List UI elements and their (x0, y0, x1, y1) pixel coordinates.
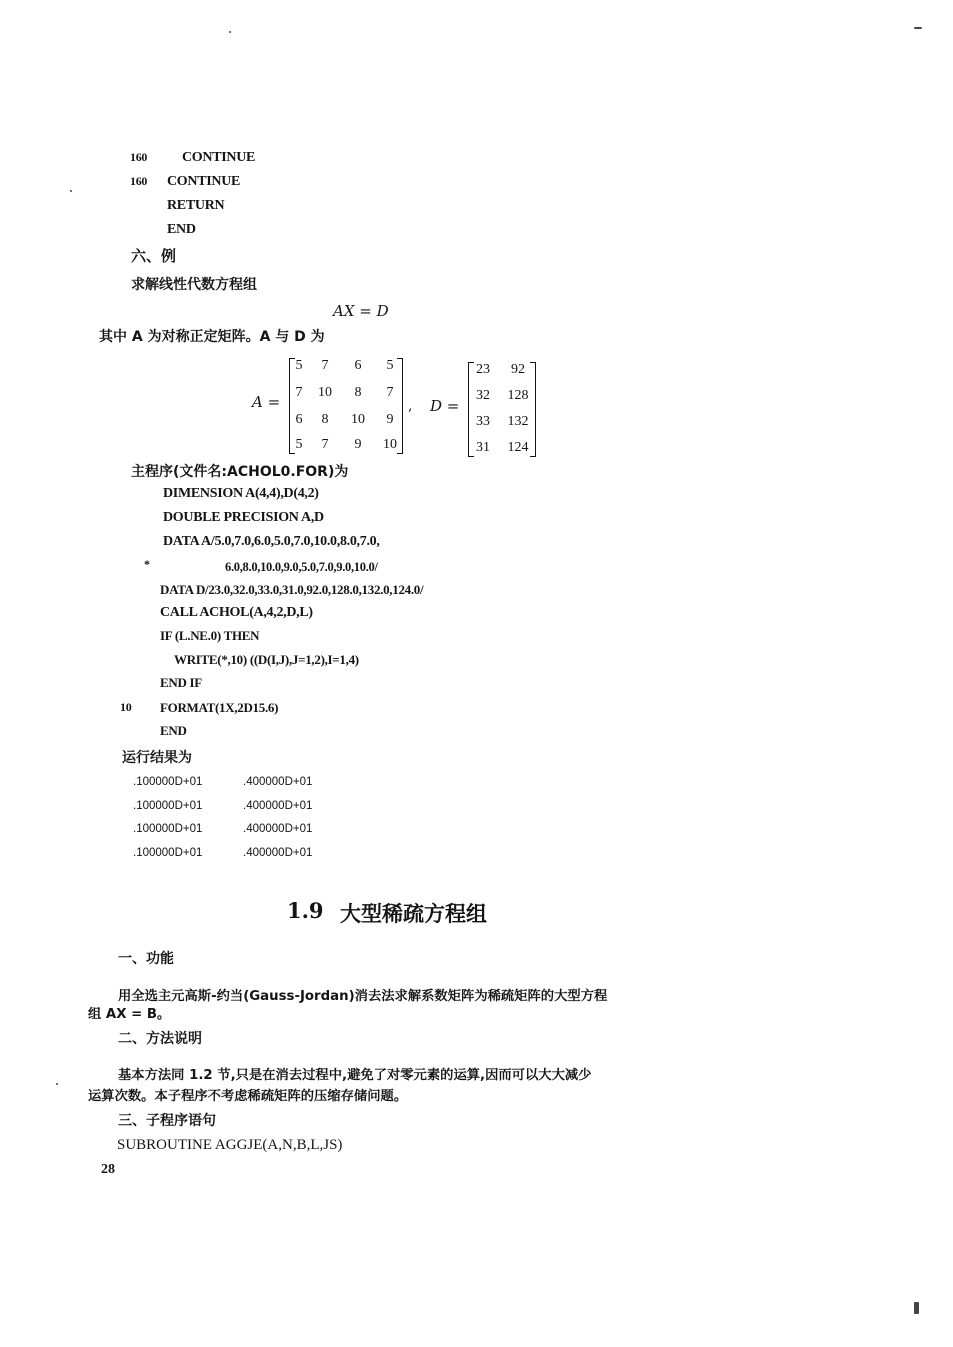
matrix-d-cell: 128 (507, 388, 529, 403)
page-number: 28 (101, 1162, 115, 1177)
section-heading-example: 六、例 (131, 247, 177, 265)
code-line-label: 160 (130, 174, 148, 188)
program-line: DATA A/5.0,7.0,6.0,5.0,7.0,10.0,8.0,7.0, (163, 534, 380, 549)
matrix-d-cell: 33 (476, 414, 490, 429)
result-cell: .400000D+01 (243, 847, 313, 859)
matrix-a-cell: 8 (321, 412, 329, 427)
result-cell: .100000D+01 (133, 823, 203, 835)
matrix-a-cell: 6 (354, 358, 362, 373)
matrix-d-cell: 23 (476, 362, 490, 377)
function-text: 组 AX = B。 (88, 1007, 171, 1022)
code-line: CONTINUE (167, 174, 241, 189)
result-cell: .100000D+01 (133, 776, 203, 788)
matrix-a-cell: 9 (354, 437, 362, 452)
program-line: 6.0,8.0,10.0,9.0,5.0,7.0,9.0,10.0/ (225, 560, 378, 574)
scan-speck (914, 1302, 919, 1314)
example-description: 其中 A 为对称正定矩阵。A 与 D 为 (99, 329, 325, 345)
separator-comma: , (408, 398, 413, 414)
result-cell: .100000D+01 (133, 800, 203, 812)
matrix-d-cell: 124 (507, 440, 529, 455)
code-line: RETURN (167, 198, 225, 213)
scan-speck (70, 190, 72, 192)
code-line: CONTINUE (182, 150, 256, 165)
matrix-a-cell: 7 (295, 385, 303, 400)
matrix-d-label: D = (430, 397, 460, 415)
results-title: 运行结果为 (122, 750, 192, 766)
code-line-label: 160 (130, 150, 148, 164)
program-line: IF (L.NE.0) THEN (160, 628, 260, 643)
method-text: 运算次数。本子程序不考虑稀疏矩阵的压缩存储问题。 (88, 1089, 408, 1104)
matrix-a-cell: 9 (386, 412, 394, 427)
matrix-a-cell: 7 (386, 385, 394, 400)
format-label: 10 (120, 700, 132, 714)
program-line: CALL ACHOL(A,4,2,D,L) (160, 605, 313, 620)
program-line: END IF (160, 675, 202, 690)
method-heading: 二、方法说明 (118, 1031, 202, 1047)
matrix-a-cell: 8 (354, 385, 362, 400)
scan-speck (56, 1083, 58, 1085)
program-line: END (160, 723, 187, 738)
result-cell: .100000D+01 (133, 847, 203, 859)
scan-speck (914, 27, 922, 29)
matrix-d-cell: 92 (511, 362, 525, 377)
code-line: END (167, 222, 196, 237)
matrix-a-cell: 10 (318, 385, 332, 400)
program-line: DIMENSION A(4,4),D(4,2) (163, 486, 319, 501)
program-line: FORMAT(1X,2D15.6) (160, 700, 279, 715)
matrix-a-cell: 7 (321, 437, 329, 452)
example-intro: 求解线性代数方程组 (131, 277, 257, 293)
subroutine-statement: SUBROUTINE AGGJE(A,N,B,L,JS) (117, 1137, 343, 1153)
matrix-d-cell: 31 (476, 440, 490, 455)
matrix-a-cell: 10 (383, 437, 397, 452)
matrix-a-cell: 5 (295, 437, 303, 452)
method-text: 基本方法同 1.2 节,只是在消去过程中,避免了对零元素的运算,因而可以大大减少 (118, 1068, 592, 1083)
subroutine-heading: 三、子程序语句 (118, 1113, 216, 1129)
matrix-a-label: A = (252, 393, 281, 411)
matrix-a-cell: 5 (295, 358, 303, 373)
matrix-a-cell: 6 (295, 412, 303, 427)
result-cell: .400000D+01 (243, 800, 313, 812)
result-cell: .400000D+01 (243, 776, 313, 788)
matrix-a-cell: 7 (321, 358, 329, 373)
scan-speck (229, 31, 231, 33)
section-title: 大型稀疏方程组 (340, 902, 487, 926)
result-cell: .400000D+01 (243, 823, 313, 835)
section-number: 1.9 (287, 898, 324, 923)
main-program-title: 主程序(文件名:ACHOL0.FOR)为 (131, 464, 349, 480)
matrix-d-cell: 132 (507, 414, 529, 429)
matrix-d-cell: 32 (476, 388, 490, 403)
continuation-mark: * (144, 557, 150, 571)
function-text: 用全选主元高斯-约当(Gauss-Jordan)消去法求解系数矩阵为稀疏矩阵的大型方程 (118, 989, 608, 1004)
function-heading: 一、功能 (118, 951, 174, 967)
matrix-a-cell: 10 (351, 412, 365, 427)
program-line: WRITE(*,10) ((D(I,J),J=1,2),I=1,4) (174, 652, 359, 667)
equation: AX = D (333, 302, 389, 320)
program-line: DOUBLE PRECISION A,D (163, 510, 324, 525)
matrix-a-cell: 5 (386, 358, 394, 373)
program-line: DATA D/23.0,32.0,33.0,31.0,92.0,128.0,132.0,124.0/ (160, 582, 424, 597)
